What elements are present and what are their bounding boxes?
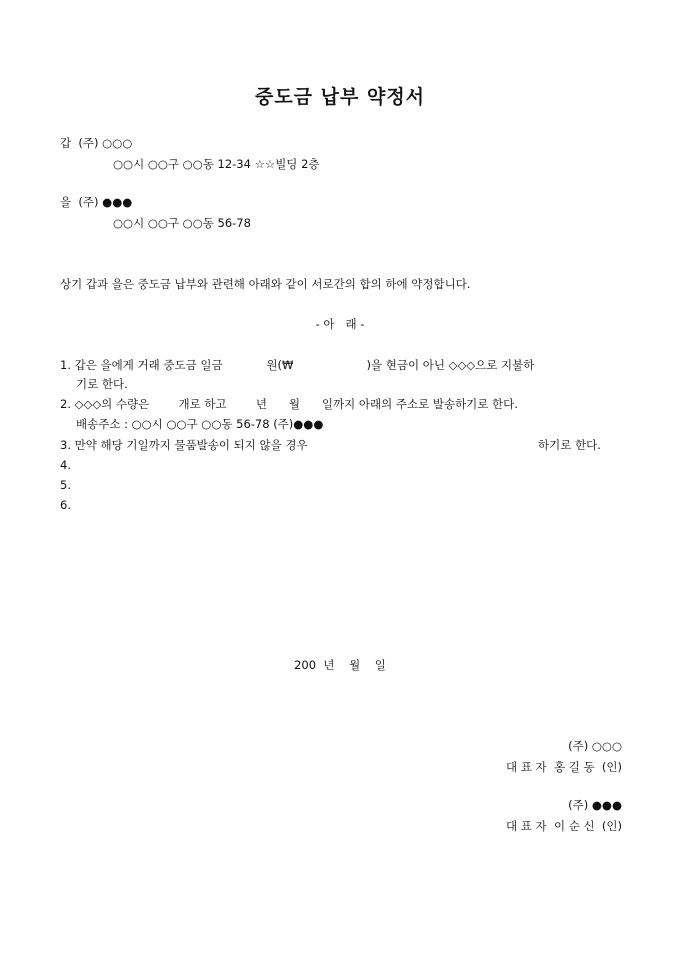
item-5: 5. xyxy=(60,478,71,492)
item-6: 6. xyxy=(60,498,71,512)
party-b-company-signature: (주) ●●● xyxy=(568,798,622,812)
party-a-label: 갑 (주) ○○○ xyxy=(60,136,133,150)
item-1-line-2: 기로 한다. xyxy=(76,377,128,391)
item-4: 4. xyxy=(60,458,71,472)
item-2-shipping-address: 배송주소 : ○○시 ○○구 ○○동 56-78 (주)●●● xyxy=(76,417,324,431)
item-2-line-1: 2. ◇◇◇의 수량은 개로 하고 년 월 일까지 아래의 주소로 발송하기로 한다. xyxy=(60,397,518,411)
section-heading: - 아 래 - xyxy=(315,317,365,331)
party-a-company-signature: (주) ○○○ xyxy=(568,739,622,753)
item-3-text: 3. 만약 해당 기일까지 물품발송이 되지 않을 경우 xyxy=(60,438,308,452)
contract-date: 200 년 월 일 xyxy=(294,658,386,672)
document-title: 중도금 납부 약정서 xyxy=(254,86,426,108)
party-a-address: ○○시 ○○구 ○○동 12-34 ☆☆빌딩 2층 xyxy=(113,157,320,171)
party-b-address: ○○시 ○○구 ○○동 56-78 xyxy=(113,216,251,230)
party-a-representative: 대 표 자 홍 길 동 (인) xyxy=(506,760,622,774)
intro-paragraph: 상기 갑과 을은 중도금 납부와 관련해 아래와 같이 서로간의 합의 하에 약정합니다. xyxy=(60,277,471,291)
party-b-label: 을 (주) ●●● xyxy=(60,195,133,209)
party-b-representative: 대 표 자 이 순 신 (인) xyxy=(506,819,622,833)
item-3-suffix: 하기로 한다. xyxy=(538,438,601,452)
item-1-line-1: 1. 갑은 을에게 거래 중도금 일금 원(₩ )을 현금이 아닌 ◇◇◇으로 지불하 xyxy=(60,358,535,372)
